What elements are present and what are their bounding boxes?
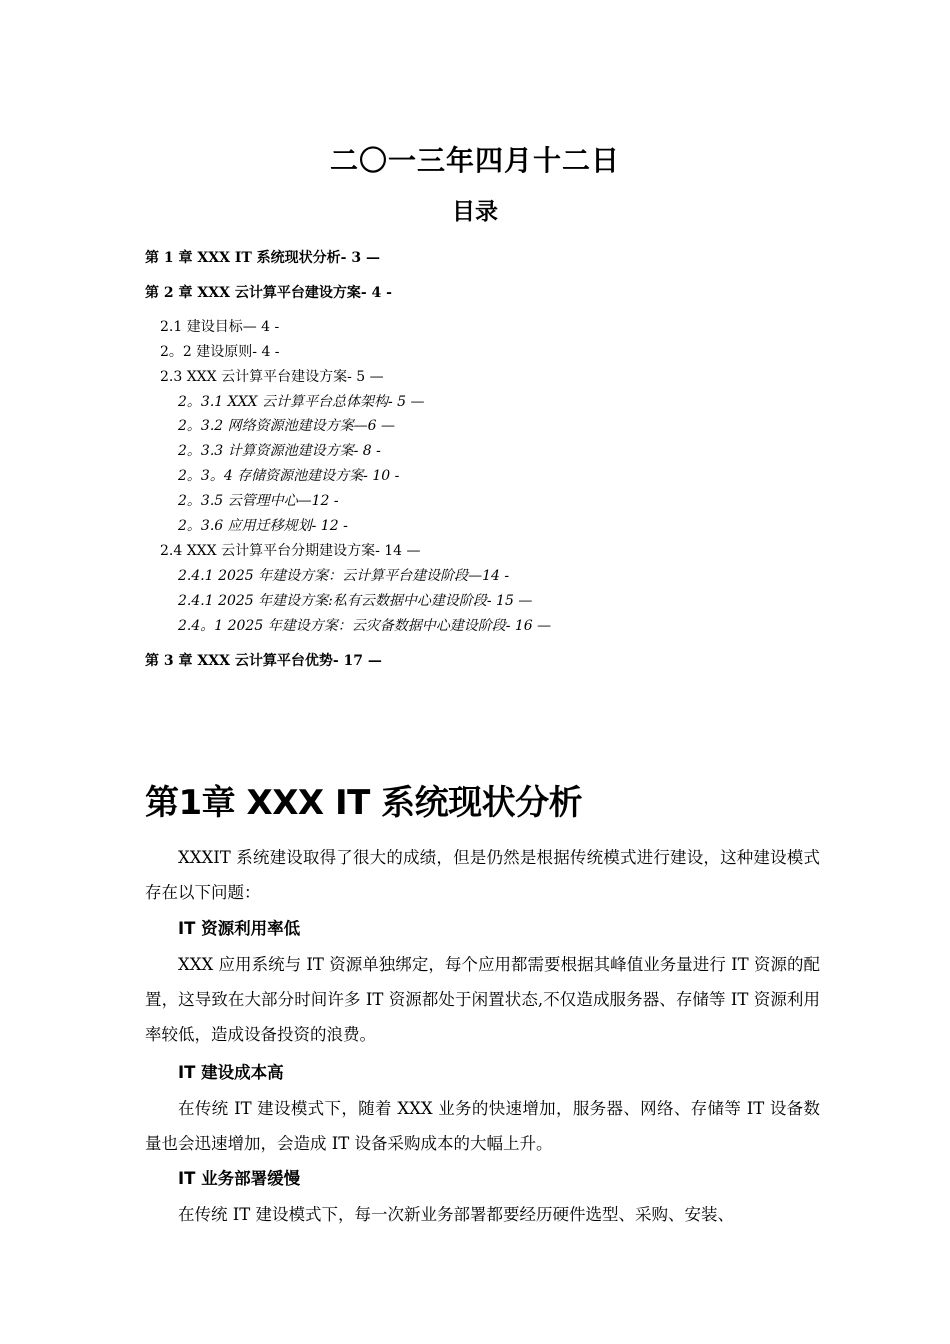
section-body-construction-cost: 在传统 IT 建设模式下，随着 XXX 业务的快速增加，服务器、网络、存储等 IT 设备数量也会迅速增加，会造成 IT 设备采购成本的大幅上升。 [145, 1099, 820, 1153]
toc-entry-2-4-1-c[interactable]: 2.4。1 2025 年建设方案：云灾备数据中心建设阶段- 16 — [178, 618, 552, 634]
toc-entry-chapter-2[interactable]: 第 2 章 XXX 云计算平台建设方案- 4 - [145, 285, 392, 301]
toc-entry-2-3-6[interactable]: 2。3.6 应用迁移规划- 12 - [178, 518, 348, 534]
section-body-deployment-speed: 在传统 IT 建设模式下，每一次新业务部署都要经历硬件选型、采购、安装、 [178, 1205, 735, 1224]
intro-paragraph: XXXIT 系统建设取得了很大的成绩，但是仍然是根据传统模式进行建设，这种建设模式存在以下问题： [145, 848, 820, 902]
toc-entry-2-3-1[interactable]: 2。3.1 XXX 云计算平台总体架构- 5 — [178, 394, 425, 410]
toc-entry-2-4-1-a[interactable]: 2.4.1 2025 年建设方案：云计算平台建设阶段—14 - [178, 568, 510, 584]
toc-entry-2-3-2[interactable]: 2。3.2 网络资源池建设方案—6 — [178, 418, 395, 434]
toc-heading: 目录 [452, 199, 498, 225]
date-title: 二〇一三年四月十二日 [329, 144, 620, 177]
toc-entry-2-3-3[interactable]: 2。3.3 计算资源池建设方案- 8 - [178, 443, 381, 459]
section-heading-construction-cost: IT 建设成本高 [178, 1063, 284, 1082]
toc-entry-chapter-3[interactable]: 第 3 章 XXX 云计算平台优势- 17 — [145, 653, 382, 669]
toc-entry-2-1[interactable]: 2.1 建设目标— 4 - [160, 319, 280, 335]
toc-entry-2-4[interactable]: 2.4 XXX 云计算平台分期建设方案- 14 — [160, 543, 421, 559]
toc-entry-2-3-5[interactable]: 2。3.5 云管理中心—12 - [178, 493, 339, 509]
toc-entry-2-4-1-b[interactable]: 2.4.1 2025 年建设方案:私有云数据中心建设阶段- 15 — [178, 593, 533, 609]
section-body-resource-utilization: XXX 应用系统与 IT 资源单独绑定，每个应用都需要根据其峰值业务量进行 IT 资源的配置，这导致在大部分时间许多 IT 资源都处于闲置状态,不仅造成服务器、存储等 IT 资源利用率较低，造成设备投资的浪费。 [145, 955, 820, 1044]
section-heading-resource-utilization: IT 资源利用率低 [178, 919, 301, 938]
toc-entry-2-3[interactable]: 2.3 XXX 云计算平台建设方案- 5 — [160, 369, 384, 385]
chapter-title: 第1章 XXX IT 系统现状分析 [145, 783, 583, 823]
section-heading-deployment-speed: IT 业务部署缓慢 [178, 1169, 301, 1188]
toc-entry-2-3-4[interactable]: 2。3。4 存储资源池建设方案- 10 - [178, 468, 400, 484]
toc-entry-chapter-1[interactable]: 第 1 章 XXX IT 系统现状分析- 3 — [145, 250, 380, 266]
toc-entry-2-2[interactable]: 2。2 建设原则- 4 - [160, 344, 280, 360]
